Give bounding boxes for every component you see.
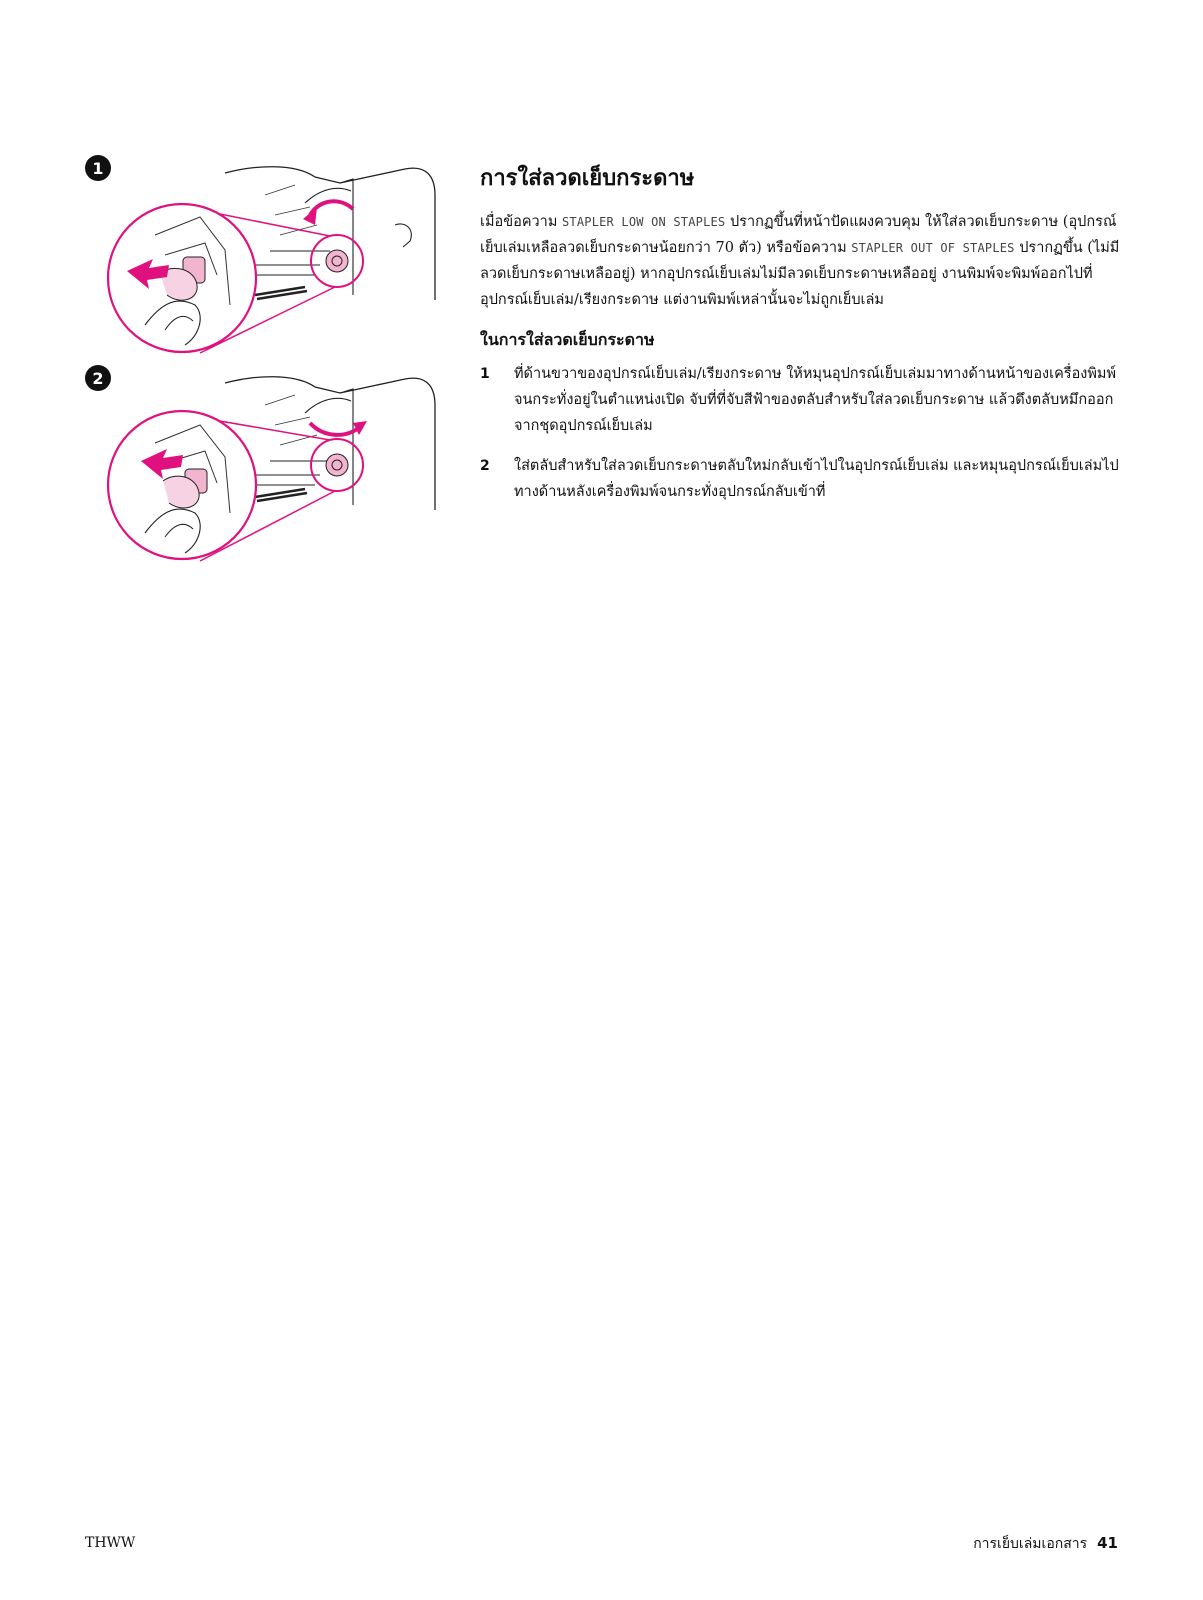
stapler-illustration (105, 155, 445, 355)
intro-text: ปรากฏขึ้น (ไม่มีลวดเย็บกระดาษเหลืออยู่) หากอุปกรณ์เย็บเล่มไม่มีลวดเย็บกระดาษเหลืออยู่ งานพิมพ์จะพิมพ์ออกไปที่อุปกรณ์เย็บเล่ม/เรียงกระดาษ แต่งานพิมพ์เหล่านั้นจะไม่ถูกเย็บเล่ม (480, 240, 1120, 308)
intro-text: ปรากฏขึ้นที่หน้าปัดแผงควบคุม ให้ใส่ลวดเย็บกระดาษ (อุปกรณ์เย็บเล่มเหลือลวดเย็บกระดาษน้อยกว่า 70 ตัว) หรือข้อความ (480, 214, 1117, 256)
intro-paragraph (480, 209, 1120, 313)
step-number: 1 (480, 366, 490, 382)
footer-page-info (973, 1533, 1118, 1555)
procedure-heading: ในการใส่ลวดเย็บกระดาษ (480, 330, 655, 349)
step-text: ใส่ตลับสำหรับใส่ลวดเย็บกระดาษตลับใหม่กลับเข้าไปในอุปกรณ์เย็บเล่ม และหมุนอุปกรณ์เย็บเล่มไปทางด้านหลังเครื่องพิมพ์จนกระทั่งอุปกรณ์กลับเข้าที่ (514, 458, 1119, 500)
step-text: ที่ด้านขวาของอุปกรณ์เย็บเล่ม/เรียงกระดาษ ให้หมุนอุปกรณ์เย็บเล่มมาทางด้านหน้าของเครื่องพิมพ์ จนกระทั่งอยู่ในตำแหน่งเปิด จับที่ที่จับสีฟ้าของตลับสำหรับใส่ลวดเย็บกระดาษ แล้วดึงตลับหมึกออกจากชุดอุปกรณ์เย็บเล่ม (514, 366, 1117, 434)
procedure-step (480, 453, 1120, 505)
content-column (480, 163, 1120, 519)
procedure-step (480, 361, 1120, 439)
figure-step-badge: 2 (85, 365, 111, 391)
figure-remove-cartridge (85, 155, 445, 355)
control-panel-message: STAPLER LOW ON STAPLES (562, 215, 726, 229)
stapler-illustration (105, 365, 445, 565)
intro-text: เมื่อข้อความ (480, 214, 562, 230)
section-title: การใส่ลวดเย็บกระดาษ (480, 166, 695, 191)
step-number: 2 (480, 458, 490, 474)
footer-section-name: การเย็บเล่มเอกสาร (973, 1536, 1088, 1552)
footer-doc-id: THWW (85, 1535, 136, 1551)
control-panel-message: STAPLER OUT OF STAPLES (851, 241, 1015, 255)
page-number: 41 (1097, 1534, 1118, 1552)
figure-insert-cartridge (85, 365, 445, 565)
figure-step-badge: 1 (85, 155, 111, 181)
